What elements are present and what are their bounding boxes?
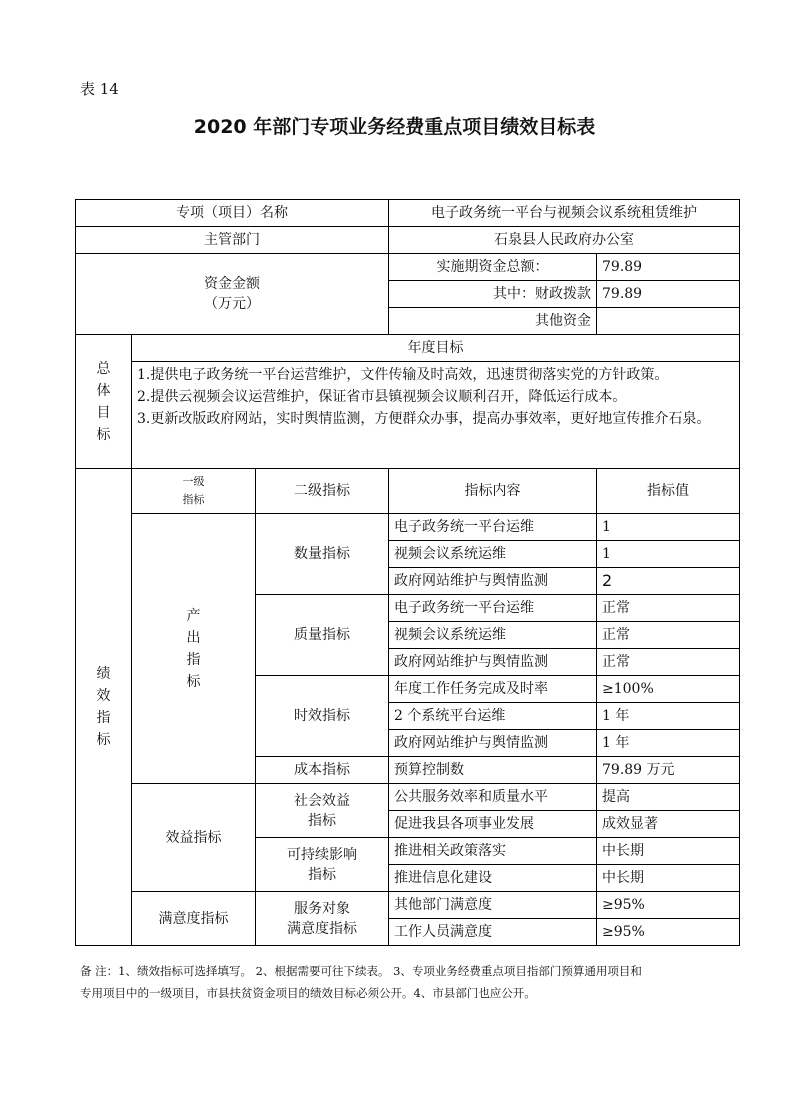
indicator-value: ≥95% <box>597 919 740 946</box>
goals-body-row <box>76 362 740 469</box>
indicator-header-row <box>76 469 740 514</box>
dept-value: 石泉县人民政府办公室 <box>389 227 740 254</box>
indicator-value: 2 <box>597 568 740 595</box>
output-label-char: 指 <box>186 651 201 668</box>
indicator-value: 79.89 万元 <box>597 757 740 784</box>
output-label-char: 标 <box>186 673 201 690</box>
table-row <box>76 514 740 541</box>
annual-goal-text <box>132 362 740 469</box>
table-number: 表 14 <box>80 80 119 98</box>
fund-label-line2: （万元） <box>204 296 260 312</box>
indicator-value: 成效显著 <box>597 811 740 838</box>
indicator-value: ≥100% <box>597 676 740 703</box>
footnote-line2: 专用项目中的一级项目，市县扶贫资金项目的绩效目标必须公开。4、市县部门也应公开。 <box>80 986 536 1000</box>
output-label-char: 出 <box>186 629 201 646</box>
indicator-value: 提高 <box>597 784 740 811</box>
level1-header <box>132 469 256 514</box>
goals-side-char: 标 <box>96 426 111 443</box>
indicator-value: ≥95% <box>597 892 740 919</box>
indicator-value: 1 年 <box>597 703 740 730</box>
level1-header-line1: 一级 <box>182 475 205 488</box>
level2-header: 二级指标 <box>256 469 389 514</box>
goals-header-row <box>76 335 740 362</box>
indicator-content: 预算控制数 <box>389 757 597 784</box>
fund-label-line1: 资金金额 <box>204 276 260 292</box>
indicator-value: 中长期 <box>597 865 740 892</box>
service-line2: 满意度指标 <box>287 920 357 937</box>
goal-line: 3.更新改版政府网站，实时舆情监测，方便群众办事，提高办事效率，更好地宣传推介石泉。 <box>137 411 711 427</box>
indicator-value: 中长期 <box>597 838 740 865</box>
dept-row <box>76 227 740 254</box>
level1-header-line2: 指标 <box>182 493 205 506</box>
indicator-content: 视频会议系统运维 <box>389 541 597 568</box>
timeliness-indicator: 时效指标 <box>256 676 389 757</box>
output-indicator-label <box>132 514 256 784</box>
other-fund-label: 其他资金 <box>389 308 597 335</box>
indicator-value: 1 <box>597 514 740 541</box>
indicator-content: 2 个系统平台运维 <box>389 703 597 730</box>
social-benefit-indicator <box>256 784 389 838</box>
fiscal-label: 其中：财政拨款 <box>389 281 597 308</box>
indicator-content: 推进相关政策落实 <box>389 838 597 865</box>
quality-indicator: 质量指标 <box>256 595 389 676</box>
satisfaction-indicator: 满意度指标 <box>132 892 256 946</box>
indicator-content: 电子政务统一平台运维 <box>389 514 597 541</box>
output-label-char: 产 <box>186 607 201 624</box>
social-benefit-line2: 指标 <box>308 812 336 829</box>
indicator-content: 促进我县各项事业发展 <box>389 811 597 838</box>
sustain-line1: 可持续影响 <box>287 846 357 863</box>
sustain-line2: 指标 <box>308 866 336 883</box>
footnote <box>80 960 740 1004</box>
table-row <box>76 784 740 811</box>
indicators-side-char: 效 <box>96 688 111 704</box>
goals-side-char: 目 <box>96 404 111 421</box>
indicator-value: 正常 <box>597 649 740 676</box>
indicator-content: 视频会议系统运维 <box>389 622 597 649</box>
fund-total-row <box>76 254 740 281</box>
indicator-content: 政府网站维护与舆情监测 <box>389 649 597 676</box>
benefit-indicator: 效益指标 <box>132 784 256 892</box>
indicator-content: 推进信息化建设 <box>389 865 597 892</box>
quantity-indicator: 数量指标 <box>256 514 389 595</box>
goal-line: 2.提供云视频会议运营维护，保证省市县镇视频会议顺利召开，降低运行成本。 <box>137 389 627 405</box>
indicator-value: 1 年 <box>597 730 740 757</box>
indicator-content: 政府网站维护与舆情监测 <box>389 730 597 757</box>
other-fund-value <box>597 308 740 335</box>
goals-side-char: 体 <box>96 382 111 399</box>
fund-label <box>76 254 389 335</box>
indicator-content: 政府网站维护与舆情监测 <box>389 568 597 595</box>
goals-side-label <box>76 335 132 469</box>
indicators-side-char: 标 <box>96 732 111 748</box>
table-row <box>76 892 740 919</box>
value-header: 指标值 <box>597 469 740 514</box>
indicator-value: 正常 <box>597 595 740 622</box>
project-name-label: 专项（项目）名称 <box>76 200 389 227</box>
total-fund-value: 79.89 <box>597 254 740 281</box>
service-satisfaction-indicator <box>256 892 389 946</box>
footnote-line1: 备 注：1、绩效指标可选择填写。 2、根据需要可往下续表。 3、专项业务经费重点项目指部门预算通用项目和 <box>80 964 642 978</box>
indicator-content: 公共服务效率和质量水平 <box>389 784 597 811</box>
indicator-value: 1 <box>597 541 740 568</box>
total-fund-label: 实施期资金总额： <box>389 254 597 281</box>
indicator-content: 工作人员满意度 <box>389 919 597 946</box>
goals-side-char: 总 <box>96 360 111 377</box>
content-header: 指标内容 <box>389 469 597 514</box>
indicator-content: 其他部门满意度 <box>389 892 597 919</box>
social-benefit-line1: 社会效益 <box>294 792 350 809</box>
sustainable-impact-indicator <box>256 838 389 892</box>
indicator-content: 年度工作任务完成及时率 <box>389 676 597 703</box>
page-title: 2020 年部门专项业务经费重点项目绩效目标表 <box>193 116 596 138</box>
indicators-side-label <box>76 469 132 946</box>
indicators-side-char: 绩 <box>96 666 111 682</box>
annual-goal-header: 年度目标 <box>132 335 740 362</box>
goal-line: 1.提供电子政务统一平台运营维护，文件传输及时高效，迅速贯彻落实党的方针政策。 <box>137 367 669 383</box>
service-line1: 服务对象 <box>294 900 350 917</box>
performance-table <box>75 199 740 946</box>
indicators-side-char: 指 <box>96 710 111 726</box>
project-name-row <box>76 200 740 227</box>
project-name-value: 电子政务统一平台与视频会议系统租赁维护 <box>389 200 740 227</box>
indicator-value: 正常 <box>597 622 740 649</box>
cost-indicator: 成本指标 <box>256 757 389 784</box>
dept-label: 主管部门 <box>76 227 389 254</box>
indicator-content: 电子政务统一平台运维 <box>389 595 597 622</box>
fiscal-value: 79.89 <box>597 281 740 308</box>
